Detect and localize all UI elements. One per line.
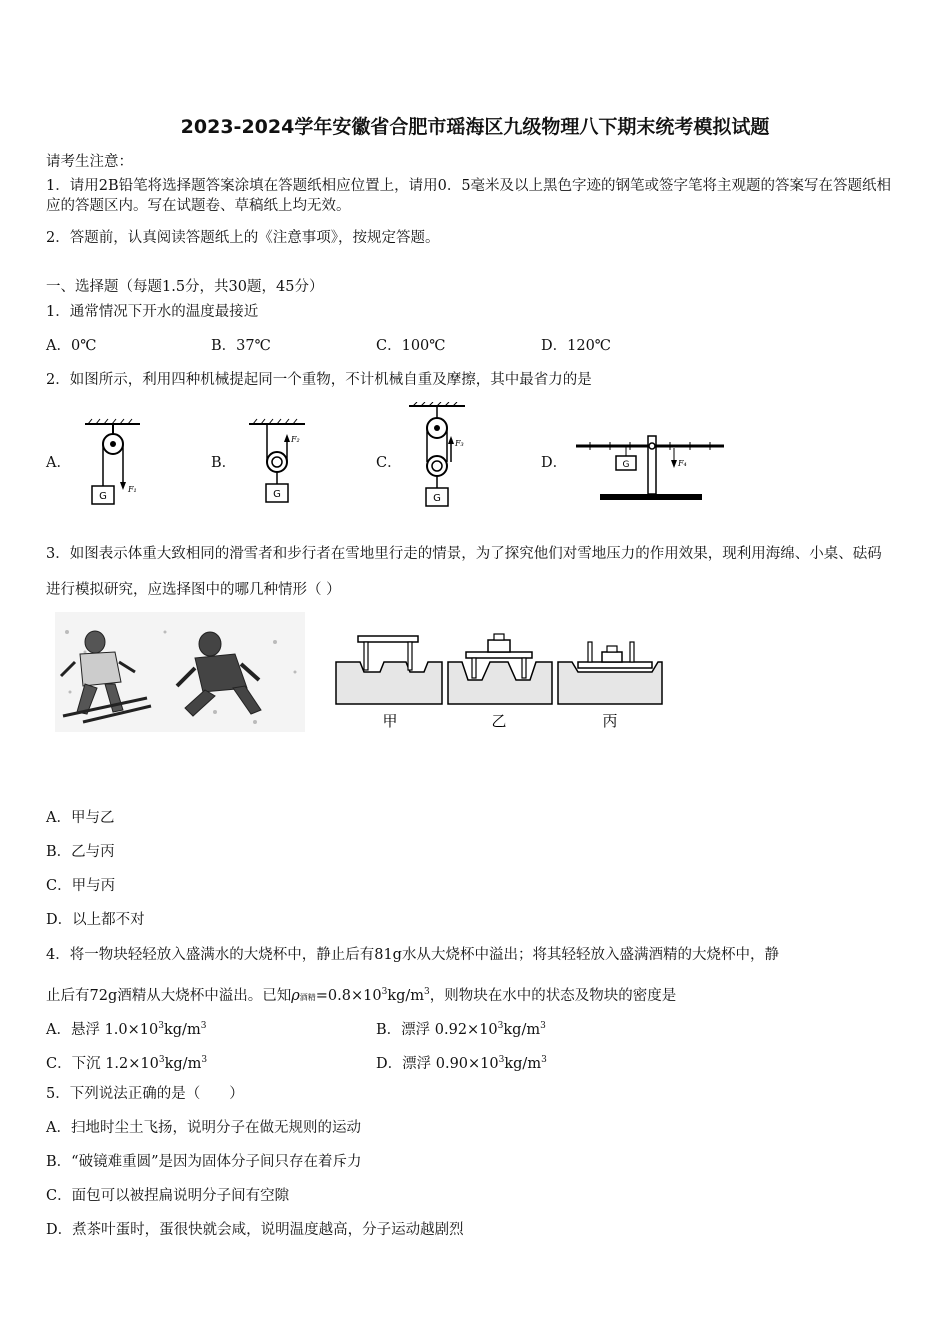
q2-option-b-label: B． xyxy=(211,455,237,471)
q4-option-a: A．悬浮 $1.0\times 10^3kg/m^3$ xyxy=(46,1021,207,1038)
fixed-pulley-figure xyxy=(80,418,160,510)
force-label-f3: F₃ xyxy=(455,439,464,448)
question-1-stem: 1．通常情况下开水的温度最接近 xyxy=(46,304,259,320)
section-heading: 一、选择题（每题1.5分，共30题，45分） xyxy=(46,279,324,295)
page-title: 2023-2024学年安徽省合肥市瑶海区九级物理八下期末统考模拟试题 xyxy=(180,116,770,138)
q4-option-c: C．下沉 $1.2\times 10^3kg/m^3$ xyxy=(46,1055,208,1072)
case-label-jia: 甲 xyxy=(382,712,398,730)
q4-option-b: B．漂浮 $0.92\times 10^3kg/m^3$ xyxy=(376,1021,546,1038)
q5-option-d: D．煮茶叶蛋时，蛋很快就会咸，说明温度越高，分子运动越剧烈 xyxy=(46,1222,464,1238)
sponge-experiment-figure xyxy=(334,632,664,732)
q5-option-a: A．扫地时尘土飞扬，说明分子在做无规则的运动 xyxy=(46,1120,361,1136)
question-3-stem: 3．如图表示体重大致相同的滑雪者和步行者在雪地里行走的情景，为了探究他们对雪地压力的作用效果，现利用海绵、小桌、砝码进行模拟研究，应选择图中的哪几种情形（ ） xyxy=(46,546,882,598)
q1-option-a: A．0℃ xyxy=(46,338,97,354)
force-label-f4: F₄ xyxy=(678,459,687,468)
pulley-block-figure xyxy=(405,402,485,510)
weight-label: G xyxy=(99,491,107,502)
q5-option-c: C．面包可以被捏扁说明分子间有空隙 xyxy=(46,1188,290,1204)
q1-option-c: C．100℃ xyxy=(376,338,446,354)
q3-option-d: D．以上都不对 xyxy=(46,912,145,928)
q1-option-b: B．37℃ xyxy=(211,338,271,354)
sponge-case-yi xyxy=(448,634,552,704)
sponge-case-jia xyxy=(336,636,442,704)
movable-pulley-figure xyxy=(245,418,325,510)
case-label-yi: 乙 xyxy=(491,712,507,730)
q2-option-c-label: C． xyxy=(376,455,402,471)
q2-option-a-label: A． xyxy=(46,455,71,471)
notice-item-1: 1．请用2B铅笔将选择题答案涂填在答题纸相应位置上，请用0．5毫米及以上黑色字迹的钢笔或签字笔将主观题的答案写在答题纸相应的答题区内。写在试题卷、草稿纸上均无效。 xyxy=(46,178,892,214)
q3-option-c: C．甲与丙 xyxy=(46,878,116,894)
force-label-f2: F₂ xyxy=(291,435,300,444)
question-5-stem: 5．下列说法正确的是（ ） xyxy=(46,1086,244,1102)
notice-item-2: 2．答题前，认真阅读答题纸上的《注意事项》，按规定答题。 xyxy=(46,230,440,246)
sponge-case-bing xyxy=(558,642,662,704)
case-label-bing: 丙 xyxy=(602,712,618,730)
q3-option-b: B．乙与丙 xyxy=(46,844,115,860)
question-4-stem-line1: 4．将一物块轻轻放入盛满水的大烧杯中，静止后有81g水从大烧杯中溢出；将其轻轻放入盛满酒精的大烧杯中，静 xyxy=(46,947,779,963)
notice-heading: 请考生注意： xyxy=(46,154,133,170)
q2-option-d-label: D． xyxy=(541,455,568,471)
question-2-stem: 2．如图所示，利用四种机械提起同一个重物，不计机械自重及摩擦，其中最省力的是 xyxy=(46,372,592,388)
lever-figure xyxy=(570,430,730,510)
question-4-stem-line2: 止后有72g酒精从大烧杯中溢出。已知ρ酒精$=0.8\times 10^3kg/m^3$，则物块在水中的状态及物块的密度是 xyxy=(46,987,677,1004)
q5-option-b: B．“破镜难重圆”是因为固体分子间只存在着斥力 xyxy=(46,1154,362,1170)
q1-option-d: D．120℃ xyxy=(541,338,612,354)
q4-option-d: D．漂浮 $0.90\times 10^3kg/m^3$ xyxy=(376,1055,547,1072)
q3-option-a: A．甲与乙 xyxy=(46,810,115,826)
force-label-f1: F₁ xyxy=(128,485,137,494)
svg-text:G: G xyxy=(433,493,441,504)
skier-walker-figure xyxy=(55,612,305,732)
svg-text:G: G xyxy=(622,460,630,470)
svg-text:G: G xyxy=(273,489,281,500)
